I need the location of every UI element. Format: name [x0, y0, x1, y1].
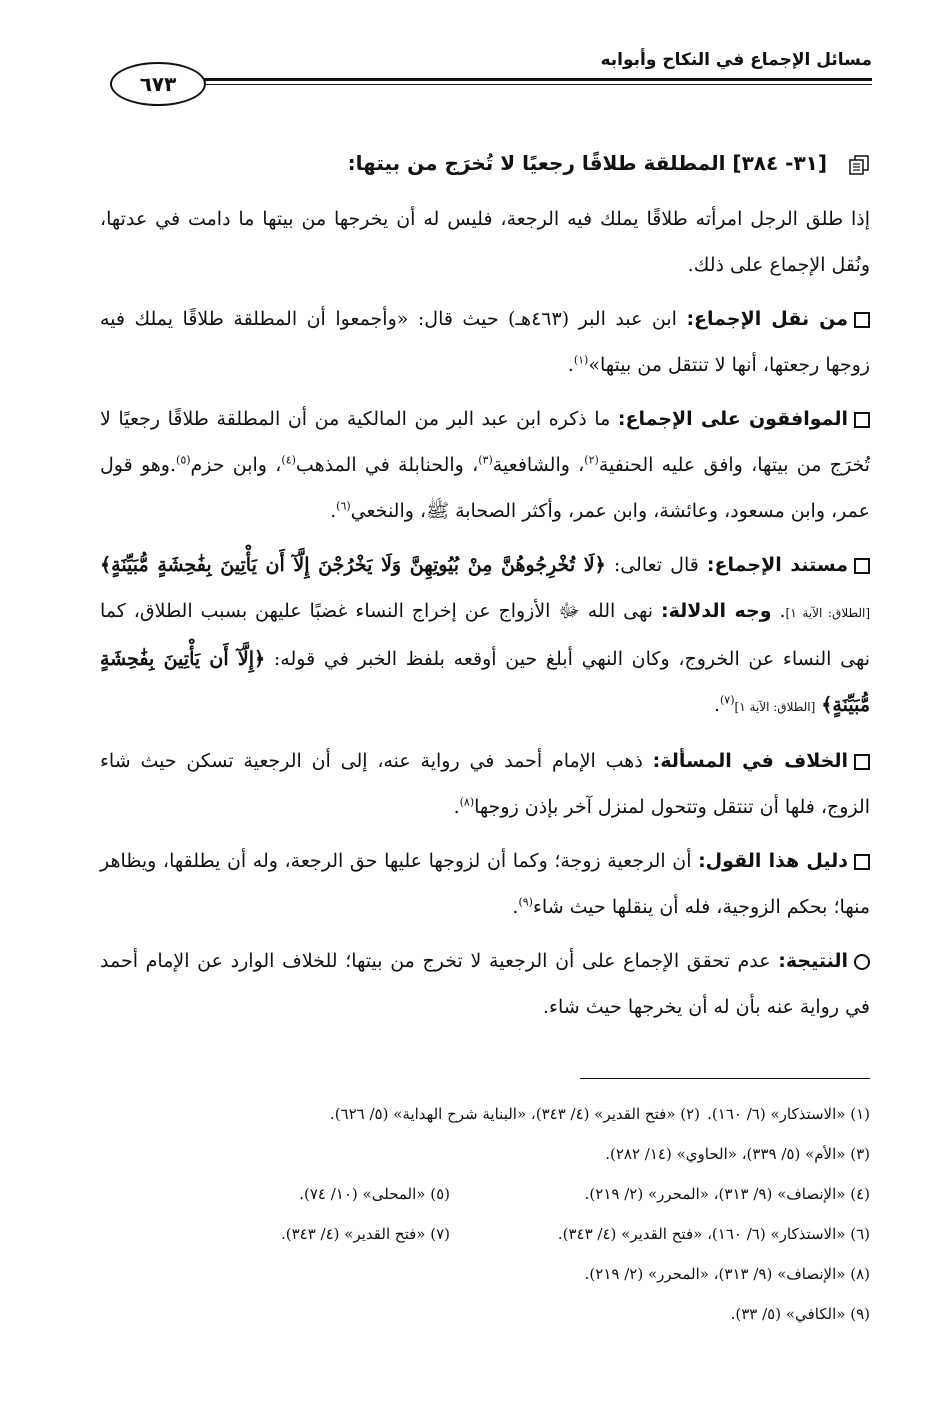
text-agreeing-a: ما ذكره ابن عبد البر من المالكية من أن المطلقة طلاقًا رجعيًا لا تُخرَج من بيتها، وافق عليه الحنفية [100, 408, 870, 476]
paragraph-proof: دليل هذا القول: أن الرجعية زوجة؛ وكما أن لزوجها عليها حق الرجعة، وله أن يطلقها، ويظاهر منها؛ بحكم الزوجية، فله أن ينقلها حيث شاء$^{(٩)}$. [100, 850, 870, 918]
label-result: النتيجة: [778, 950, 848, 972]
label-dispute: الخلاف في المسألة: [652, 750, 848, 772]
quran-verse-2: ﴿إِلَّآ أَن يَأْتِينَ بِفَٰحِشَةٍ مُّبَيِّنَةٍ﴾ [100, 648, 870, 716]
circle-bullet-icon [854, 954, 870, 970]
footnote-marker[interactable]: (٢) [584, 453, 599, 467]
text-dispute: ذهب الإمام أحمد في رواية عنه، إلى أن الرجعية تسكن حيث شاء الزوج، فلها أن تنتقل وتتحول لمنزل آخر بإذن زوجها [100, 750, 870, 818]
text-agreeing-c: ، والحنابلة في المذهب [295, 454, 479, 476]
section-title-row [100, 140, 870, 186]
label-proof: دليل هذا القول: [698, 850, 848, 872]
document-stack-icon [848, 155, 870, 175]
footnote-1: (١) «الاستذكار» (٦/ ١٦٠). [707, 1105, 870, 1123]
footnote-row [100, 1214, 870, 1254]
footnote-marker[interactable]: (٤) [281, 453, 296, 467]
footnote-marker[interactable]: (٧) [719, 693, 735, 707]
text-proof: أن الرجعية زوجة؛ وكما أن لزوجها عليها حق الرجعة، وله أن يطلقها، ويظاهر منها؛ بحكم الزوجية، فله أن ينقلها حيث شاء [100, 850, 870, 918]
footnote-row [100, 1174, 870, 1214]
footnote-row [100, 1094, 870, 1134]
footnote-marker[interactable]: (٣) [478, 453, 493, 467]
text-agreeing-b: ، والشافعية [492, 454, 585, 476]
footnote-4: (٤) «الإنصاف» (٩/ ٣١٣)، «المحرر» (٢/ ٢١٩). [584, 1185, 870, 1203]
text-evidence-a: قال تعالى: [613, 554, 699, 576]
footnote-marker[interactable]: (٩) [518, 895, 533, 909]
footnote-3: (٣) «الأم» (٥/ ٣٣٩)، «الحاوي» (١٤/ ٢٨٢). [605, 1145, 870, 1163]
text-result: عدم تحقق الإجماع على أن الرجعية لا تخرج من بيتها؛ للخلاف الوارد عن الإمام أحمد في رواية عنه بأن له أن يخرجها حيث شاء. [100, 950, 870, 1018]
text-agreeing-d: ، وابن حزم [190, 454, 282, 476]
verse-reference-2: [الطلاق: الآية ١] [734, 700, 816, 714]
label-agreeing: الموافقون على الإجماع: [617, 408, 848, 430]
paragraph-dispute: الخلاف في المسألة: ذهب الإمام أحمد في رواية عنه، إلى أن الرجعية تسكن حيث شاء الزوج، فلها أن تنتقل وتتحول لمنزل آخر بإذن زوجها$^{(٨)}$. [100, 750, 870, 818]
label-transmitters: من نقل الإجماع: [686, 308, 848, 330]
square-bullet-icon [854, 412, 870, 428]
text-transmitters: ابن عبد البر (٤٦٣هـ) حيث قال: «وأجمعوا أن المطلقة طلاقًا يملك فيه زوجها رجعتها، أنها لا تنتقل من بيتها» [100, 308, 870, 376]
header-rule [118, 78, 872, 81]
text-evidence-b: نهى الله ﷻ الأزواج عن إخراج النساء غضبًا عليهن بسبب الطلاق، كما نهى النساء عن الخروج، وكان النهي أبلغ حين أوقعه بلفظ الخبر في قوله: [100, 600, 870, 670]
footnote-marker[interactable]: (٨) [459, 795, 475, 809]
header-rule-thin [118, 84, 872, 85]
footnote-8: (٨) «الإنصاف» (٩/ ٣١٣)، «المحرر» (٢/ ٢١٩). [584, 1265, 870, 1283]
paragraph-evidence: مستند الإجماع: قال تعالى: ﴿لَا تُخْرِجُوهُنَّ مِنْ بُيُوتِهِنَّ وَلَا يَخْرُجْنَ إِلَّآ أَن يَأْتِينَ بِفَٰحِشَةٍ مُّبَيِّنَةٍ﴾ [الطلاق: الآية ١]. وجه الدلالة: نهى الله ﷻ الأزواج عن إخراج النساء غضبًا عليهن بسبب الطلاق، كما نهى النساء عن الخروج، وكان النهي أبلغ حين أوقعه بلفظ الخبر في قوله: ﴿إِلَّآ أَن يَأْتِينَ بِفَٰحِشَةٍ مُّبَيِّنَةٍ﴾ [الطلاق: الآية ١]$^{(٧)}$. [100, 554, 870, 716]
footnote-row [100, 1294, 870, 1334]
text-agreeing-e: .وهو قول عمر، وابن مسعود، وعائشة، وابن عمر، وأكثر الصحابة ﷺ، والنخعي [100, 454, 870, 522]
label-indication: وجه الدلالة: [661, 600, 772, 622]
paragraph-result [100, 938, 870, 1030]
footnote-marker[interactable]: (٥) [176, 453, 191, 467]
label-evidence: مستند الإجماع: [706, 554, 848, 576]
running-title: مسائل الإجماع في النكاح وأبوابه [600, 50, 872, 70]
footnote-2: (٢) «فتح القدير» (٤/ ٣٤٣)، «البناية شرح الهداية» (٥/ ٦٢٦). [329, 1105, 700, 1123]
footnote-7: (٧) «فتح القدير» (٤/ ٣٤٣). [280, 1225, 450, 1243]
square-bullet-icon [854, 754, 870, 770]
footnote-9: (٩) «الكافي» (٥/ ٣٣). [730, 1305, 870, 1323]
page-number: ٦٧٣ [139, 72, 177, 96]
verse-reference: [الطلاق: الآية ١] [785, 606, 870, 620]
page-number-oval [110, 62, 206, 106]
square-bullet-icon [854, 312, 870, 328]
square-bullet-icon [854, 854, 870, 870]
paragraph-transmitters: من نقل الإجماع: ابن عبد البر (٤٦٣هـ) حيث قال: «وأجمعوا أن المطلقة طلاقًا يملك فيه زوجها رجعتها، أنها لا تنتقل من بيتها»$^{(١)}$. [100, 308, 870, 376]
section-title: [٣١- ٣٨٤] المطلقة طلاقًا رجعيًا لا تُخرَج من بيتها: [347, 151, 828, 175]
footnote-6: (٦) «الاستذكار» (٦/ ١٦٠)، «فتح القدير» (٤/ ٣٤٣). [557, 1225, 870, 1243]
main-content [100, 140, 870, 1038]
footnote-marker[interactable]: (٦) [336, 499, 351, 513]
square-bullet-icon [854, 558, 870, 574]
footnotes [100, 1094, 870, 1334]
footnote-row [100, 1254, 870, 1294]
footnote-5: (٥) «المحلى» (١٠/ ٧٤). [299, 1185, 450, 1203]
footnote-row [100, 1134, 870, 1174]
footnote-separator [580, 1078, 870, 1079]
footnote-marker[interactable]: (١) [573, 353, 589, 367]
paragraph-agreeing: الموافقون على الإجماع: ما ذكره ابن عبد البر من المالكية من أن المطلقة طلاقًا رجعيًا لا تُخرَج من بيتها، وافق عليه الحنفية$^{(٢)}$، والشافعية$^{(٣)}$، والحنابلة في المذهب$^{(٤)}$، وابن حزم$^{(٥)}$.وهو قول عمر، وابن مسعود، وعائشة، وابن عمر، وأكثر الصحابة ﷺ، والنخعي$^{(٦)}$. [100, 408, 870, 522]
intro-paragraph: إذا طلق الرجل امرأته طلاقًا يملك فيه الرجعة، فليس له أن يخرجها من بيتها ما دامت في عدتها، ونُقل الإجماع على ذلك. [100, 208, 870, 276]
quran-verse: ﴿لَا تُخْرِجُوهُنَّ مِنْ بُيُوتِهِنَّ وَلَا يَخْرُجْنَ إِلَّآ أَن يَأْتِينَ بِفَٰحِشَةٍ مُّبَيِّنَةٍ﴾ [100, 554, 606, 576]
